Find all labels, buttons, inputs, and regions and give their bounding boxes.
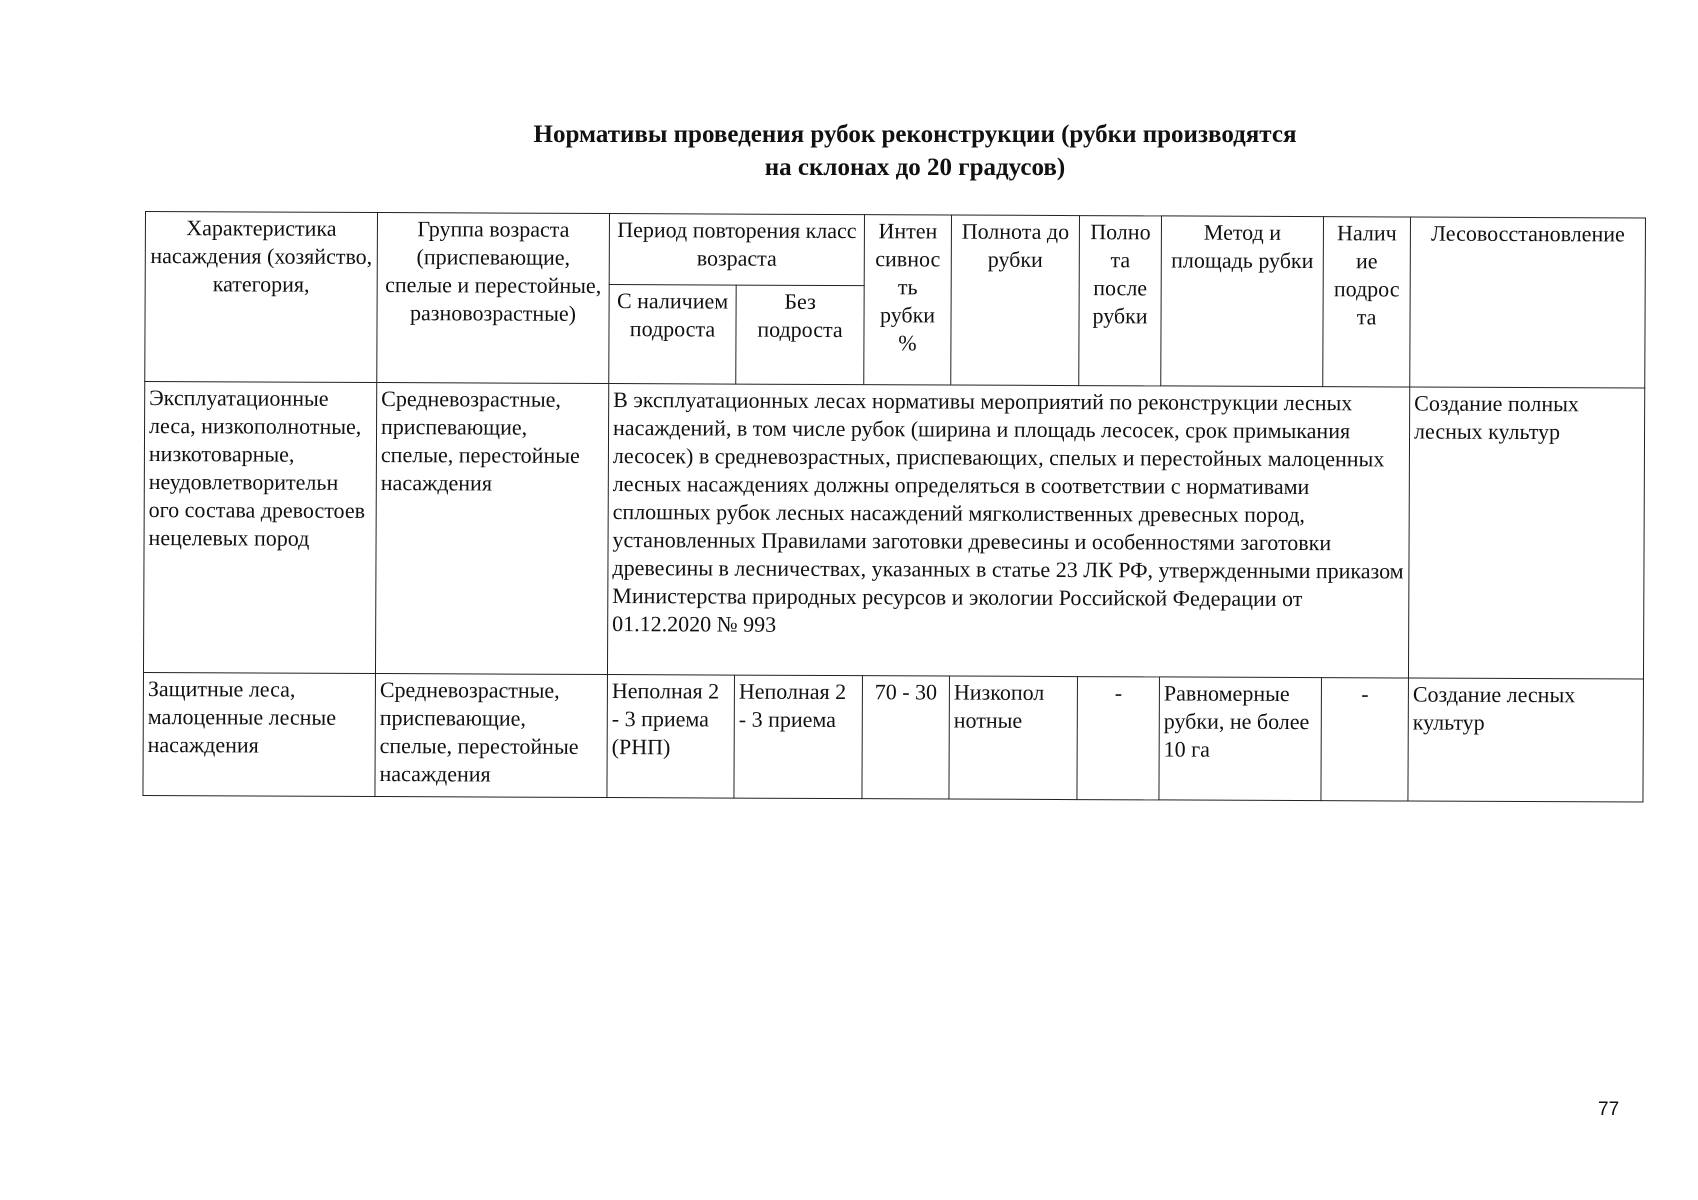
table-row bbox=[143, 672, 1644, 802]
cell-stand-characteristic: Эксплуатационные леса, низкополнотные, низкотоварные, неудовлетворительн ого состава древостоев нецелевых пород bbox=[143, 382, 376, 674]
norms-table bbox=[142, 211, 1646, 803]
header-with-undergrowth: С наличием подроста bbox=[609, 285, 736, 385]
cell-merged-note: В эксплуатационных лесах нормативы мероприятий по реконструкции лесных насаждений, в том числе рубок (ширина и площадь лесосек, срок примыкания лесосек) в средневозрастных, приспевающих, спелых и перестойных малоценных лесных насаждениях должны определяться в соответствии с нормативами сплошных рубок лесных насаждений мягколиственных древесных пород, установленных Правилами заготовки древесины и особенностями заготовки древесины в лесничествах, указанных в статье 23 ЛК РФ, утвержденными приказом Министерства природных ресурсов и экологии Российской Федерации от 01.12.2020 № 993 bbox=[607, 384, 1409, 678]
cell-density-after: - bbox=[1077, 677, 1160, 800]
header-undergrowth-presence: Налич ие подрос та bbox=[1323, 217, 1411, 387]
header-method-area: Метод и площадь рубки bbox=[1161, 216, 1324, 387]
header-repeat-period: Период повторения класс возраста bbox=[609, 214, 864, 286]
page-title bbox=[0, 118, 1698, 184]
page-number: 77 bbox=[1598, 1099, 1620, 1120]
cell-with-undergrowth: Неполная 2 - 3 приема (РНП) bbox=[607, 675, 735, 799]
cell-age-group: Средневозрастные, приспевающие, спелые, перестойные насаждения bbox=[375, 383, 608, 675]
cell-stand-characteristic: Защитные леса, малоценные лесные насаждения bbox=[143, 672, 376, 796]
title-line-2: на склонах до 20 градусов) bbox=[764, 154, 1066, 181]
header-density-after: Полно та после рубки bbox=[1079, 216, 1162, 386]
header-intensity: Интен сивнос ть рубки % bbox=[864, 215, 952, 385]
header-density-before: Полнота до рубки bbox=[951, 215, 1080, 386]
header-reforestation: Лесовосстановление bbox=[1410, 217, 1646, 388]
table-header-row bbox=[145, 212, 1645, 290]
cell-intensity: 70 - 30 bbox=[862, 676, 950, 799]
cell-without-undergrowth: Неполная 2 - 3 приема bbox=[734, 675, 863, 799]
cell-reforestation: Создание лесных культур bbox=[1408, 678, 1644, 802]
header-age-group: Группа возраста (приспевающие, спелые и перестойные, разновозрастные) bbox=[377, 213, 610, 384]
header-stand-characteristic: Характеристика насаждения (хозяйство, категория, bbox=[145, 212, 378, 383]
title-line-1: Нормативы проведения рубок реконструкции (рубки производятся bbox=[533, 121, 1297, 148]
cell-density-before: Низкопол нотные bbox=[949, 676, 1078, 800]
cell-age-group: Средневозрастные, приспевающие, спелые, перестойные насаждения bbox=[375, 674, 608, 798]
cell-reforestation: Создание полных лесных культур bbox=[1408, 387, 1644, 679]
table-row bbox=[143, 382, 1644, 680]
header-without-undergrowth: Без подроста bbox=[736, 285, 864, 385]
cell-undergrowth-presence: - bbox=[1321, 678, 1409, 801]
cell-method-area: Равномерные рубки, не более 10 га bbox=[1159, 677, 1322, 801]
